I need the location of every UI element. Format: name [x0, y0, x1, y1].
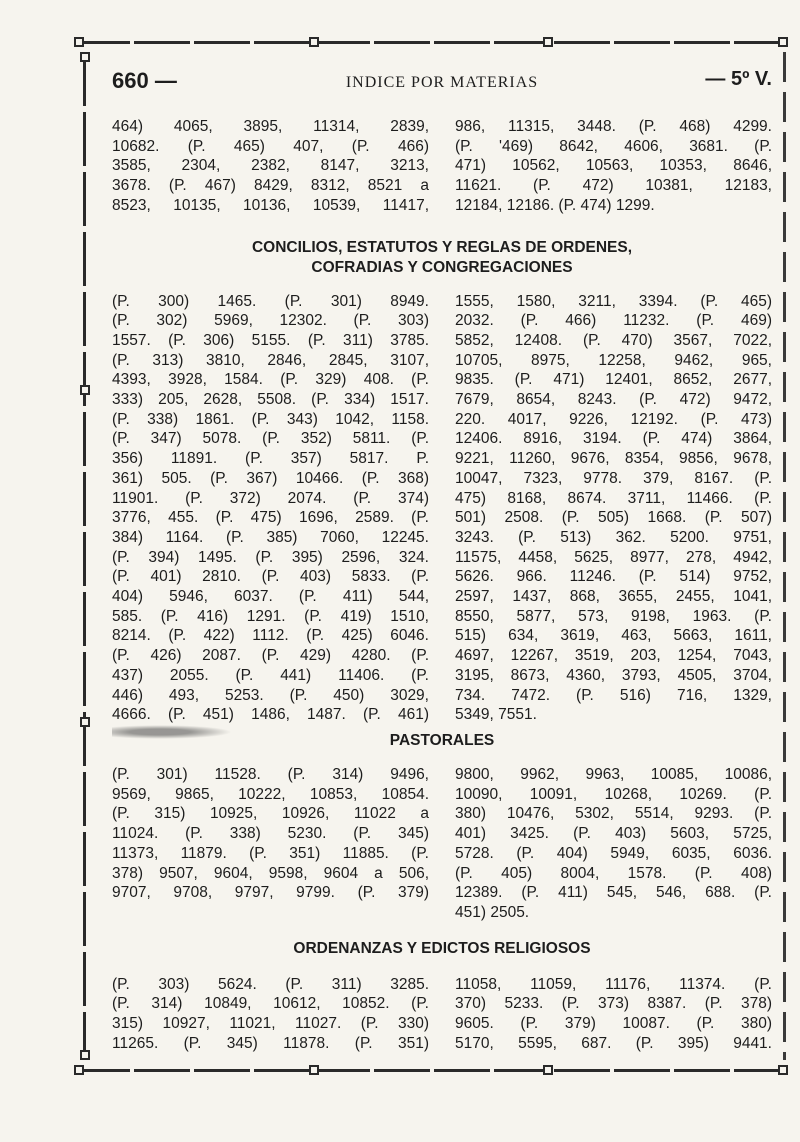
index-line: 5626. 966. 11246. (P. 514) 9752, — [455, 568, 772, 586]
index-line: 4697, 12267, 3519, 203, 1254, 7043, — [455, 647, 772, 665]
volume-label: — 5º V. — [705, 68, 772, 90]
index-line: 585. (P. 416) 1291. (P. 419) 1510, — [112, 607, 429, 625]
border-knot-icon — [80, 52, 90, 62]
index-line: 8550, 5877, 573, 9198, 1963. (P. — [455, 607, 772, 625]
running-title: INDICE POR MATERIAS — [345, 74, 539, 91]
section-heading-pastorales: PASTORALES — [389, 731, 495, 749]
index-line: 10682. (P. 465) 407, (P. 466) — [112, 137, 429, 155]
index-line: 12184, 12186. (P. 474) 1299. — [455, 196, 655, 214]
index-line: 384) 1164. (P. 385) 7060, 12245. — [112, 528, 429, 546]
ordenanzas-block — [112, 975, 772, 1054]
index-line: (P. 315) 10925, 10926, 11022 a — [112, 805, 429, 823]
index-line: (P. 401) 2810. (P. 403) 5833. (P. — [112, 568, 429, 586]
index-line: 515) 634, 3619, 463, 5663, 1611, — [455, 627, 772, 645]
ink-smudge — [112, 725, 232, 739]
pastorales-block — [112, 765, 772, 923]
concilios-left-column — [112, 292, 429, 725]
index-line: 11575, 4458, 5625, 8977, 278, 4942, — [455, 548, 772, 566]
ornamental-border-left — [78, 52, 92, 1060]
index-line: 380) 10476, 5302, 5514, 9293. (P. — [455, 805, 772, 823]
index-line: (P. 338) 1861. (P. 343) 1042, 1158. — [112, 410, 429, 428]
index-line: 9800, 9962, 9963, 10085, 10086, — [455, 765, 772, 783]
index-line: 9221, 11260, 9676, 8354, 9856, 9678, — [455, 450, 772, 468]
index-line: 4666. (P. 451) 1486, 1487. (P. 461) — [112, 706, 429, 724]
index-line: 9707, 9708, 9797, 9799. (P. 379) — [112, 884, 429, 902]
index-line: (P. 314) 10849, 10612, 10852. (P. — [112, 995, 429, 1013]
index-line: 370) 5233. (P. 373) 8387. (P. 378) — [455, 995, 772, 1013]
index-line: 220. 4017, 9226, 12192. (P. 473) — [455, 410, 772, 428]
index-line: 404) 5946, 6037. (P. 411) 544, — [112, 588, 429, 606]
index-line: 3776, 455. (P. 475) 1696, 2589. (P. — [112, 509, 429, 527]
index-line: 10090, 10091, 10268, 10269. (P. — [455, 785, 772, 803]
index-line: (P. 303) 5624. (P. 311) 3285. — [112, 975, 429, 993]
index-line: 9835. (P. 471) 12401, 8652, 2677, — [455, 371, 772, 389]
border-knot-icon — [778, 37, 788, 47]
index-line: (P. 347) 5078. (P. 352) 5811. (P. — [112, 430, 429, 448]
index-line: 11621. (P. 472) 10381, 12183, — [455, 177, 772, 195]
page-number: 660 — — [112, 68, 177, 93]
border-knot-icon — [309, 1065, 319, 1075]
index-line: 446) 493, 5253. (P. 450) 3029, — [112, 686, 429, 704]
ordenanzas-right-column — [455, 975, 772, 1054]
index-line: (P. 300) 1465. (P. 301) 8949. — [112, 292, 429, 310]
border-knot-icon — [74, 37, 84, 47]
index-line: 5170, 5595, 687. (P. 395) 9441. — [455, 1034, 772, 1052]
ordenanzas-left-column — [112, 975, 429, 1054]
border-knot-icon — [778, 1065, 788, 1075]
index-line: 5852, 12408. (P. 470) 3567, 7022, — [455, 331, 772, 349]
intro-right-column — [455, 117, 772, 216]
index-line: 2597, 1437, 868, 3655, 2455, 1041, — [455, 588, 772, 606]
index-line: 12406. 8916, 3194. (P. 474) 3864, — [455, 430, 772, 448]
ornamental-border-top — [74, 36, 788, 48]
index-line: 11901. (P. 372) 2074. (P. 374) — [112, 489, 429, 507]
border-knot-icon — [74, 1065, 84, 1075]
index-line: 361) 505. (P. 367) 10466. (P. 368) — [112, 469, 429, 487]
index-line: 401) 3425. (P. 403) 5603, 5725, — [455, 825, 772, 843]
border-knot-icon — [543, 37, 553, 47]
index-line: 2032. (P. 466) 11232. (P. 469) — [455, 312, 772, 330]
index-line: 3195, 8673, 4360, 3793, 4505, 3704, — [455, 666, 772, 684]
index-line: (P. 405) 8004, 1578. (P. 408) — [455, 864, 772, 882]
index-line: 1555, 1580, 3211, 3394. (P. 465) — [455, 292, 772, 310]
index-line: 10705, 8975, 12258, 9462, 965, — [455, 351, 772, 369]
index-line: (P. 394) 1495. (P. 395) 2596, 324. — [112, 548, 429, 566]
index-content — [112, 117, 772, 1053]
intro-block — [112, 117, 772, 216]
index-line: 3243. (P. 513) 362. 5200. 9751, — [455, 528, 772, 546]
index-line: 5728. (P. 404) 5949, 6035, 6036. — [455, 844, 772, 862]
index-line: 11373, 11879. (P. 351) 11885. (P. — [112, 844, 429, 862]
index-line: 333) 205, 2628, 5508. (P. 334) 1517. — [112, 391, 429, 409]
pastorales-right-column — [455, 765, 772, 923]
section-heading-concilios: CONCILIOS, ESTATUTOS Y REGLAS DE ORDENES, COFRADIAS Y CONGREGACIONES — [251, 238, 633, 276]
index-line: 7679, 8654, 8243. (P. 472) 9472, — [455, 391, 772, 409]
index-line: 378) 9507, 9604, 9598, 9604 a 506, — [112, 864, 429, 882]
index-line: 5349, 7551. — [455, 706, 537, 724]
concilios-block — [112, 292, 772, 725]
index-line: 8214. (P. 422) 1112. (P. 425) 6046. — [112, 627, 429, 645]
border-knot-icon — [543, 1065, 553, 1075]
index-line: 471) 10562, 10563, 10353, 8646, — [455, 157, 772, 175]
border-knot-icon — [80, 717, 90, 727]
index-line: 501) 2508. (P. 505) 1668. (P. 507) — [455, 509, 772, 527]
index-line: 11058, 11059, 11176, 11374. (P. — [455, 975, 772, 993]
index-line: 1557. (P. 306) 5155. (P. 311) 3785. — [112, 331, 429, 349]
pastorales-left-column — [112, 765, 429, 923]
border-knot-icon — [309, 37, 319, 47]
index-line: 3585, 2304, 2382, 8147, 3213, — [112, 157, 429, 175]
index-line: (P. 302) 5969, 12302. (P. 303) — [112, 312, 429, 330]
index-line: 9605. (P. 379) 10087. (P. 380) — [455, 1015, 772, 1033]
index-line: 356) 11891. (P. 357) 5817. P. — [112, 450, 429, 468]
index-line: (P. 313) 3810, 2846, 2845, 3107, — [112, 351, 429, 369]
border-knot-icon — [80, 1050, 90, 1060]
section-heading-ordenanzas: ORDENANZAS Y EDICTOS RELIGIOSOS — [293, 939, 591, 957]
index-line: 10047, 7323, 9778. 379, 8167. (P. — [455, 469, 772, 487]
index-line: 12389. (P. 411) 545, 546, 688. (P. — [455, 884, 772, 902]
index-line: 734. 7472. (P. 516) 716, 1329, — [455, 686, 772, 704]
index-line: 11265. (P. 345) 11878. (P. 351) — [112, 1034, 429, 1052]
running-header — [112, 68, 772, 96]
index-line: 8523, 10135, 10136, 10539, 11417, — [112, 196, 429, 214]
index-line: 475) 8168, 8674. 3711, 11466. (P. — [455, 489, 772, 507]
concilios-right-column — [455, 292, 772, 725]
index-line: (P. 426) 2087. (P. 429) 4280. (P. — [112, 647, 429, 665]
index-line: 11024. (P. 338) 5230. (P. 345) — [112, 825, 429, 843]
index-line: (P. '469) 8642, 4606, 3681. (P. — [455, 137, 772, 155]
index-line: 451) 2505. — [455, 903, 530, 921]
ornamental-border-bottom — [74, 1064, 788, 1076]
index-line: 4393, 3928, 1584. (P. 329) 408. (P. — [112, 371, 429, 389]
index-line: 315) 10927, 11021, 11027. (P. 330) — [112, 1015, 429, 1033]
index-line: 437) 2055. (P. 441) 11406. (P. — [112, 666, 429, 684]
intro-left-column — [112, 117, 429, 216]
pastorales-heading-row — [112, 725, 772, 751]
index-line: (P. 301) 11528. (P. 314) 9496, — [112, 765, 429, 783]
index-line: 986, 11315, 3448. (P. 468) 4299. — [455, 118, 772, 135]
index-line: 464) 4065, 3895, 11314, 2839, — [112, 118, 429, 135]
index-line: 9569, 9865, 10222, 10853, 10854. — [112, 785, 429, 803]
index-line: 3678. (P. 467) 8429, 8312, 8521 a — [112, 177, 429, 195]
border-knot-icon — [80, 385, 90, 395]
ornamental-border-right — [783, 52, 786, 1060]
